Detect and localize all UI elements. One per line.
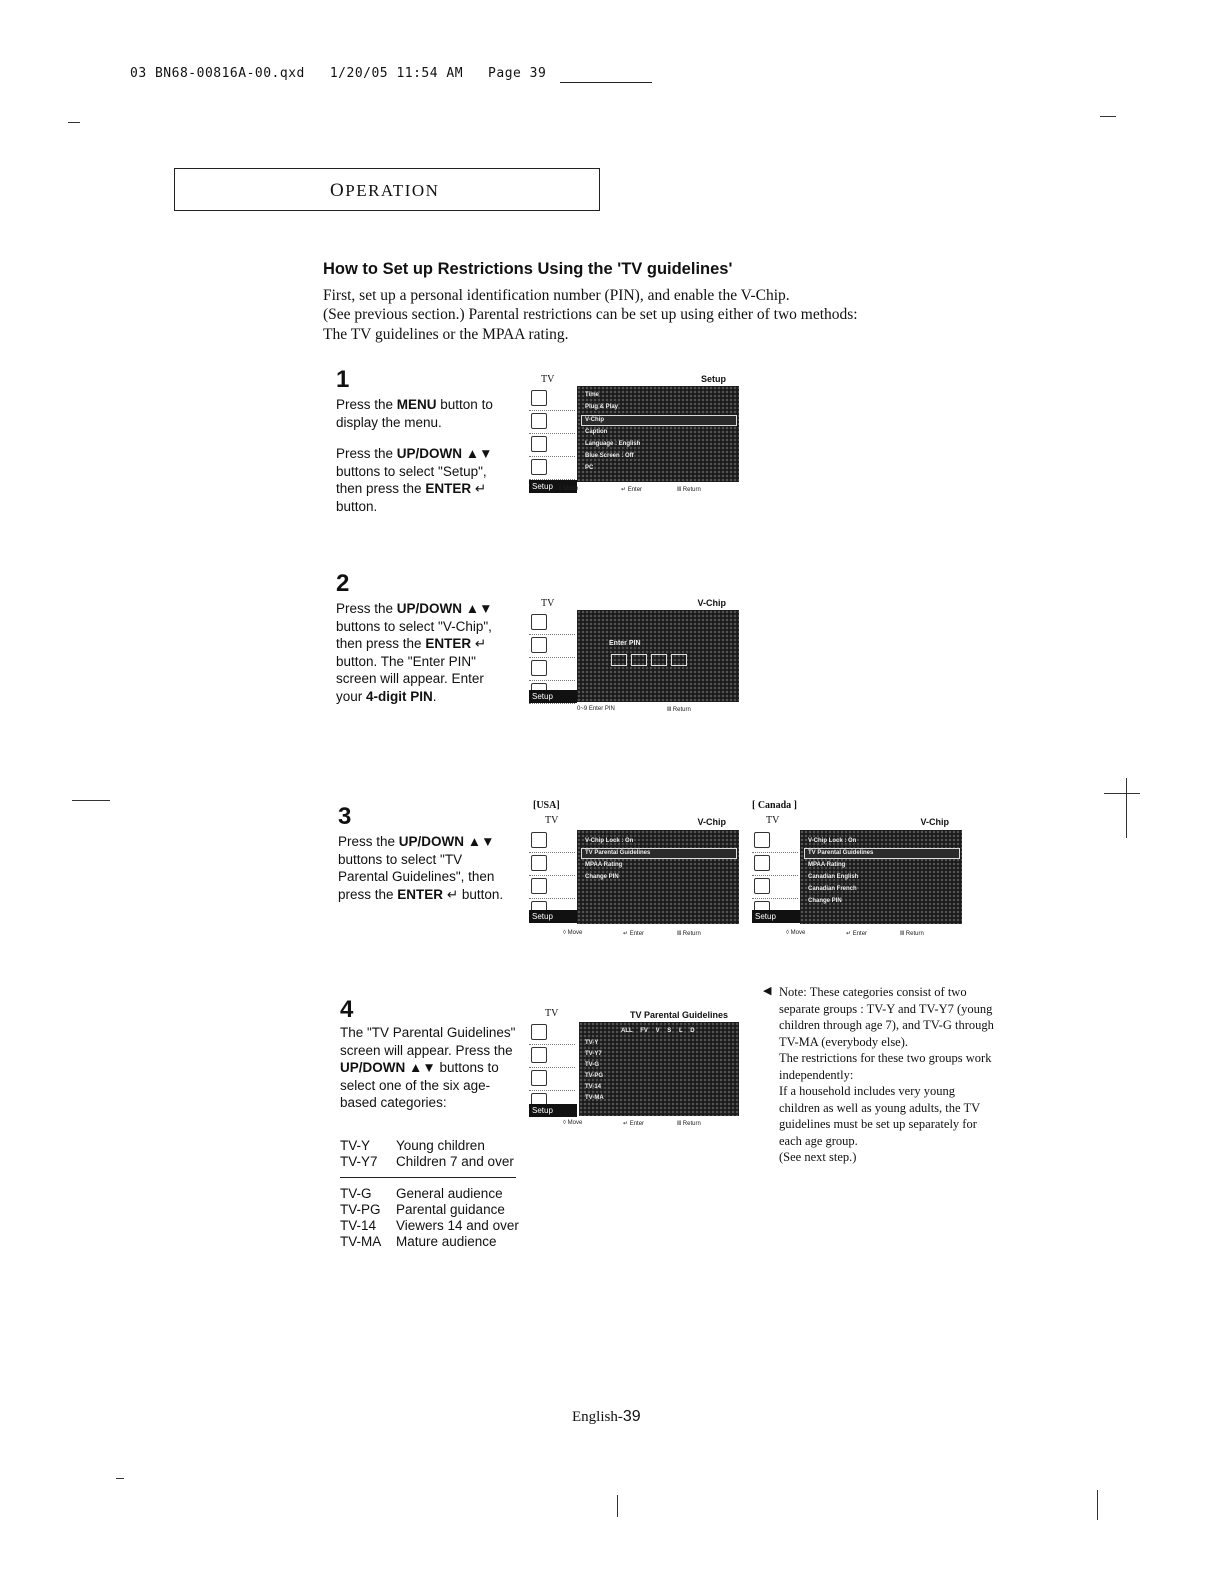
pin-digit-boxes bbox=[611, 654, 687, 666]
menu-selection bbox=[581, 415, 737, 426]
footer-enter-pin: 0~9 Enter PIN bbox=[577, 706, 615, 712]
footer-enter: ↵ Enter bbox=[621, 487, 643, 493]
guideline-row: TV-Y7 bbox=[585, 1051, 602, 1057]
enter-icon: ↵ bbox=[446, 886, 459, 902]
menu-item: V-Chip Lock : On bbox=[808, 838, 857, 844]
menu-item: MPAA Rating bbox=[808, 862, 846, 868]
main-heading: How to Set up Restrictions Using the 'TV guidelines' bbox=[323, 260, 733, 278]
region-label: [ Canada ] bbox=[752, 800, 798, 811]
note-arrow-icon: ◀ bbox=[763, 985, 772, 997]
screen-title: TV Parental Guidelines bbox=[629, 1010, 728, 1020]
picture-icon bbox=[529, 830, 575, 853]
footer-enter: ↵ Enter bbox=[623, 1121, 645, 1127]
guideline-row: TV-PG bbox=[585, 1073, 604, 1079]
crop-mark-right-middle-h bbox=[1104, 793, 1140, 794]
step-4-text: The "TV Parental Guidelines" screen will appear. Press the UP/DOWN ▲▼ buttons to select one of the six age-based categories: bbox=[340, 1025, 516, 1110]
guidelines-grid-screen bbox=[579, 1022, 739, 1116]
menu-icon-column bbox=[529, 830, 575, 922]
footer-return: Ⅲ Return bbox=[677, 487, 701, 493]
menu-item: Change PIN bbox=[585, 874, 619, 880]
footer-return: Ⅲ Return bbox=[677, 1121, 701, 1127]
step-3-number: 3 bbox=[338, 803, 352, 830]
menu-item: PC bbox=[585, 465, 594, 471]
menu-item: Time bbox=[585, 392, 599, 398]
channel-icon bbox=[529, 1045, 575, 1068]
category-row: TV-G General audience bbox=[340, 1186, 503, 1201]
crop-mark-left-middle bbox=[72, 800, 110, 801]
menu-screen bbox=[577, 386, 739, 482]
menu-icon-column bbox=[529, 1022, 575, 1114]
note-block bbox=[779, 984, 994, 1166]
intro-line-2: (See previous section.) Parental restrictions can be set up using either of two methods: bbox=[323, 306, 858, 323]
note-para-3: If a household includes very young children as well as young adults, the TV guidelines must be set up separately for each age group. bbox=[779, 1084, 980, 1148]
setup-tab: Setup bbox=[529, 910, 577, 923]
header-underline bbox=[560, 82, 652, 83]
vchip-menu-screen bbox=[577, 830, 739, 924]
menu-item: TV Parental Guidelines bbox=[808, 850, 874, 856]
enter-pin-prompt: Enter PIN bbox=[609, 640, 641, 647]
vchip-menu-screen bbox=[800, 830, 962, 924]
setup-tab: Setup bbox=[752, 910, 800, 923]
category-row: TV-PG Parental guidance bbox=[340, 1202, 505, 1217]
screen-title: V-Chip bbox=[697, 598, 726, 608]
channel-icon bbox=[529, 853, 575, 876]
guideline-row: TV-14 bbox=[585, 1084, 602, 1090]
print-header: 03 BN68-00816A-00.qxd 1/20/05 11:54 AM Page 39 bbox=[130, 66, 547, 81]
screen-title: Setup bbox=[700, 374, 726, 384]
screen-usa-vchip bbox=[527, 800, 742, 940]
region-label: [USA] bbox=[533, 800, 560, 811]
sound-icon bbox=[752, 876, 798, 899]
category-row: TV-MA Mature audience bbox=[340, 1234, 497, 1249]
step-2-number: 2 bbox=[336, 570, 350, 597]
channel-icon bbox=[529, 635, 575, 658]
channel-icon bbox=[529, 411, 575, 434]
menu-item: Change PIN bbox=[808, 898, 842, 904]
intro-line-3: The TV guidelines or the MPAA rating. bbox=[323, 326, 569, 343]
footer-return: Ⅲ Return bbox=[900, 931, 924, 937]
menu-item: TV Parental Guidelines bbox=[585, 850, 651, 856]
crop-mark-top-left bbox=[68, 122, 80, 123]
setup-tab: Setup bbox=[529, 480, 577, 493]
footer-return: Ⅲ Return bbox=[677, 931, 701, 937]
menu-item: Language : English bbox=[585, 441, 641, 447]
footer-return: Ⅲ Return bbox=[667, 707, 691, 713]
menu-item: V-Chip bbox=[585, 417, 604, 423]
step-1-para-2: Press the UP/DOWN ▲▼ buttons to select "Setup", then press the ENTER ↵ button. bbox=[336, 446, 493, 514]
menu-item: Canadian French bbox=[808, 886, 857, 892]
sound-icon bbox=[529, 876, 575, 899]
step-1-para-1: Press the MENU button to display the menu. bbox=[336, 397, 493, 430]
input-icon bbox=[529, 457, 575, 480]
note-para-2: The restrictions for these two groups work independently: bbox=[779, 1051, 992, 1082]
sound-icon bbox=[529, 658, 575, 681]
menu-icon-column bbox=[529, 388, 575, 480]
screen-title: V-Chip bbox=[697, 817, 726, 827]
menu-item: Canadian English bbox=[808, 874, 859, 880]
section-title: OPERATION bbox=[330, 180, 440, 201]
step-3-text: Press the UP/DOWN ▲▼ buttons to select "TV Parental Guidelines", then press the ENTER ↵ button. bbox=[338, 834, 504, 902]
enter-icon: ↵ bbox=[474, 481, 487, 496]
screen-title: V-Chip bbox=[920, 817, 949, 827]
tv-label: TV bbox=[545, 1008, 559, 1019]
category-divider bbox=[340, 1177, 516, 1178]
picture-icon bbox=[529, 612, 575, 635]
sound-icon bbox=[529, 434, 575, 457]
menu-item: Caption bbox=[585, 429, 608, 435]
category-group-general bbox=[340, 1186, 519, 1250]
footer-move: ◊ Move bbox=[563, 1120, 583, 1126]
category-row: TV-14 Viewers 14 and over bbox=[340, 1218, 519, 1233]
menu-item: MPAA Rating bbox=[585, 862, 623, 868]
tv-label: TV bbox=[766, 815, 780, 826]
intro-line-1: First, set up a personal identification number (PIN), and enable the V-Chip. bbox=[323, 287, 790, 304]
category-row: TV-Y7 Children 7 and over bbox=[340, 1154, 514, 1169]
step-4-number: 4 bbox=[340, 996, 354, 1023]
tv-label: TV bbox=[541, 598, 555, 609]
guideline-row: TV-G bbox=[585, 1062, 600, 1068]
menu-item: V-Chip Lock : On bbox=[585, 838, 634, 844]
note-para-4: (See next step.) bbox=[779, 1150, 857, 1164]
screen-enter-pin bbox=[527, 596, 742, 716]
footer-move: ◊ Move bbox=[559, 486, 579, 492]
footer-enter: ↵ Enter bbox=[846, 931, 868, 937]
tv-label: TV bbox=[545, 815, 559, 826]
step-2-text: Press the UP/DOWN ▲▼ buttons to select "V-Chip", then press the ENTER ↵ button. The "Enter PIN" screen will appear. Enter your 4-digit PIN. bbox=[336, 601, 493, 704]
screen-canada-vchip bbox=[750, 800, 965, 940]
footer-move: ◊ Move bbox=[563, 930, 583, 936]
pin-screen bbox=[577, 610, 739, 702]
picture-icon bbox=[529, 1022, 575, 1045]
picture-icon bbox=[529, 388, 575, 411]
screen-setup bbox=[527, 372, 742, 497]
crop-mark-right-middle-v bbox=[1126, 778, 1127, 838]
channel-icon bbox=[752, 853, 798, 876]
page-footer: English-39 bbox=[572, 1408, 641, 1425]
crop-mark-top-right bbox=[1100, 116, 1116, 117]
screen-parental-guidelines bbox=[527, 1008, 742, 1134]
guideline-columns: ALL FV V S L D bbox=[621, 1028, 695, 1034]
setup-tab: Setup bbox=[529, 1104, 577, 1117]
menu-item: Plug & Play bbox=[585, 404, 619, 410]
picture-icon bbox=[752, 830, 798, 853]
crop-mark-bottom-right bbox=[1097, 1490, 1098, 1520]
footer-move: ◊ Move bbox=[786, 930, 806, 936]
guideline-row: TV-MA bbox=[585, 1095, 604, 1101]
note-para-1: Note: These categories consist of two separate groups : TV-Y and TV-Y7 (young children through age 7), and TV-G through TV-MA (everybody else). bbox=[779, 985, 994, 1049]
menu-icon-column bbox=[752, 830, 798, 922]
footer-enter: ↵ Enter bbox=[623, 931, 645, 937]
crop-mark-bottom-left bbox=[116, 1478, 124, 1479]
enter-icon: ↵ bbox=[474, 636, 487, 651]
tv-label: TV bbox=[541, 374, 555, 385]
guideline-row: TV-Y bbox=[585, 1040, 599, 1046]
setup-tab: Setup bbox=[529, 690, 577, 703]
menu-item: Blue Screen : Off bbox=[585, 453, 634, 459]
step-1-text bbox=[336, 396, 501, 515]
sound-icon bbox=[529, 1068, 575, 1091]
step-1-number: 1 bbox=[336, 366, 350, 393]
category-row: TV-Y Young children bbox=[340, 1138, 485, 1153]
category-group-young bbox=[340, 1138, 514, 1170]
crop-mark-bottom-center bbox=[617, 1495, 618, 1517]
